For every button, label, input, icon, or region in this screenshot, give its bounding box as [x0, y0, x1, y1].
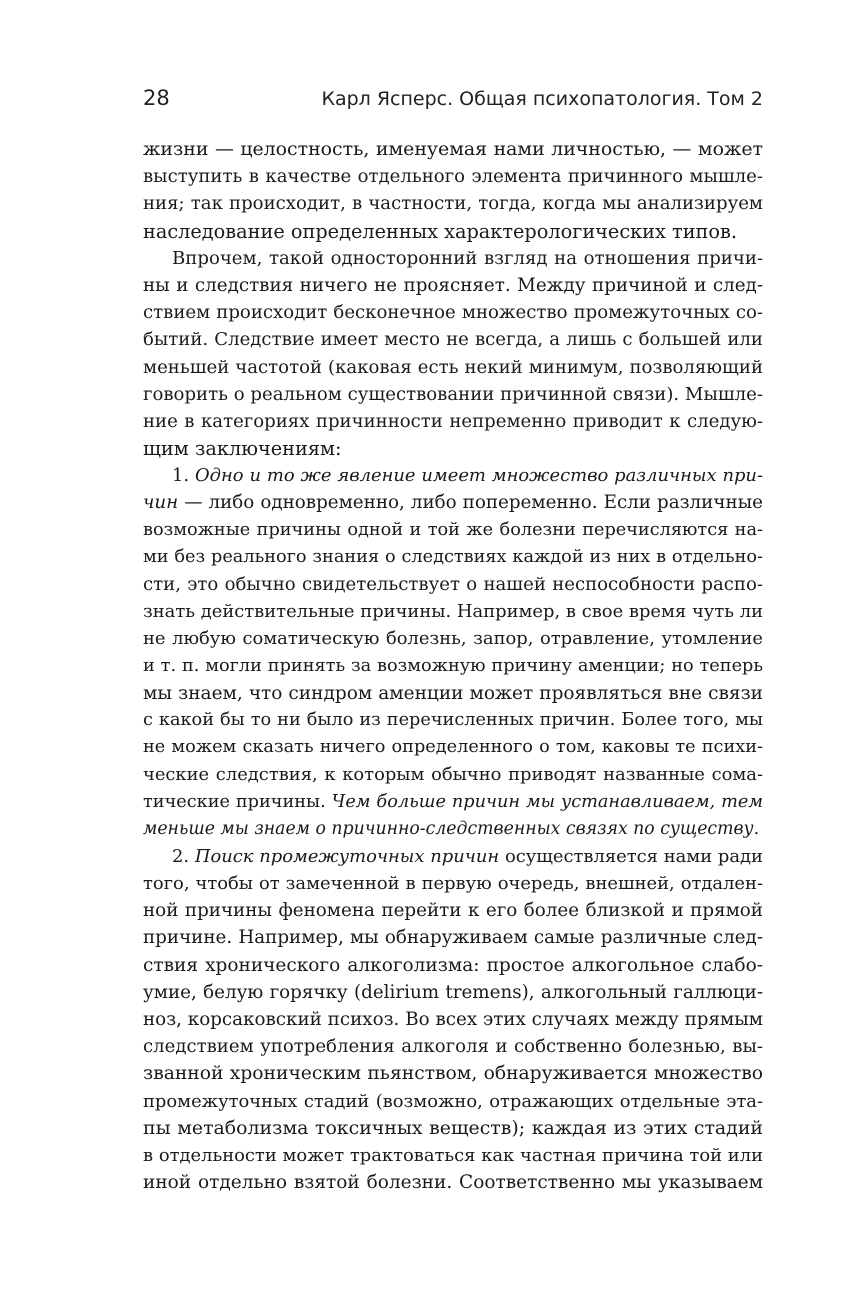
text-line: жизни — целостность, именуемая нами личностью, — может [143, 138, 763, 160]
text-line: ствия хронического алкоголизма: простое алкогольное слабо- [143, 954, 763, 976]
text-line: наследование определенных характерологических типов. [143, 219, 737, 243]
text-line: выступить в качестве отдельного элемента причинного мышле- [143, 166, 763, 188]
list-item-2-first-line: 2. Поиск промежуточных причин осуществляется нами ради [172, 845, 763, 867]
italic-term: меньше мы знаем о причинно-следственных связях по существу [143, 818, 754, 839]
text-line: того, чтобы от замеченной в первую очередь, внешней, отдален- [143, 873, 763, 895]
page-number: 28 [143, 86, 170, 110]
text-line: ной причины феномена перейти к его более близкой и прямой [143, 900, 763, 922]
paragraph-first-line: Впрочем, такой односторонний взгляд на отношения причи- [172, 247, 763, 269]
text-line: ния; так происходит, в частности, тогда, когда мы анализируем [143, 193, 763, 215]
list-item-1-first-line: 1. Одно и то же явление имеет множество различных при- [172, 465, 763, 487]
text-line: званной хроническим пьянством, обнаруживается множество [143, 1063, 763, 1085]
italic-term: Чем больше причин мы устанавливаем, тем [331, 791, 763, 812]
text-line: бытий. Следствие имеет место не всегда, а лишь с большей или [143, 329, 763, 351]
text-line: умие, белую горячку (delirium tremens), алкогольный галлюци- [143, 981, 763, 1003]
text-line: иной отдельно взятой болезни. Соответственно мы указываем [143, 1172, 763, 1194]
page-header [143, 86, 763, 116]
text-line: ческие следствия, к которым обычно приводят названные сома- [143, 764, 763, 786]
italic-term: Поиск промежуточных причин [194, 845, 500, 867]
text-line: следствием употребления алкоголя и собственно болезнью, вы- [143, 1036, 763, 1058]
text-line: ноз, корсаковский психоз. Во всех этих случаях между прямым [143, 1009, 763, 1030]
body-text [143, 136, 763, 1196]
text-line: мы знаем, что синдром аменции может проявляться вне связи [143, 682, 763, 704]
italic-term: чин [143, 492, 179, 514]
text-line: с какой бы то ни было из перечисленных причин. Более того, мы [143, 709, 763, 730]
text-line: сти, это обычно свидетельствует о нашей неспособности распо- [143, 574, 763, 595]
text-line: пы метаболизма токсичных веществ); каждая из этих стадий [143, 1116, 763, 1139]
text-line: ствием происходит бесконечное множество промежуточных со- [143, 302, 763, 324]
text-line: причине. Например, мы обнаруживаем самые различные след- [143, 927, 763, 949]
text-line: меньшей частотой (каковая есть некий минимум, позволяющий [143, 356, 763, 378]
text-line: чин — либо одновременно, либо попеременно. Если различные [143, 492, 763, 514]
text-line: в отдельности может трактоваться как частная причина той или [143, 1144, 763, 1166]
text-line: тические причины. Чем больше причин мы устанавливаем, тем [143, 791, 763, 812]
text-line: и т. п. могли принять за возможную причину аменции; но теперь [143, 655, 763, 676]
text-line: меньше мы знаем о причинно-следственных связях по существу. [143, 818, 760, 839]
text-line: знать действительные причины. Например, в свое время чуть ли [143, 601, 763, 623]
italic-term: Одно и то же явление имеет множество различных при- [194, 465, 763, 487]
text-line: ны и следствия ничего не проясняет. Между причиной и след- [143, 274, 763, 296]
text-line: говорить о реальном существовании причинной связи). Мышле- [143, 383, 763, 405]
text-line: ми без реального знания о следствиях каждой из них в отдельно- [143, 546, 763, 567]
text-line: промежуточных стадий (возможно, отражающих отдельные эта- [143, 1090, 763, 1112]
running-head: Карл Ясперс. Общая психопатология. Том 2 [321, 88, 763, 110]
text-line: возможные причины одной и той же болезни перечисляются на- [143, 519, 763, 540]
text-line: ние в категориях причинности непременно приводит к следую- [143, 410, 763, 432]
text-line: щим заключениям: [143, 437, 342, 461]
text-line: не можем сказать ничего определенного о том, каковы те психи- [143, 737, 763, 758]
text-line: не любую соматическую болезнь, запор, отравление, утомление [143, 628, 763, 650]
